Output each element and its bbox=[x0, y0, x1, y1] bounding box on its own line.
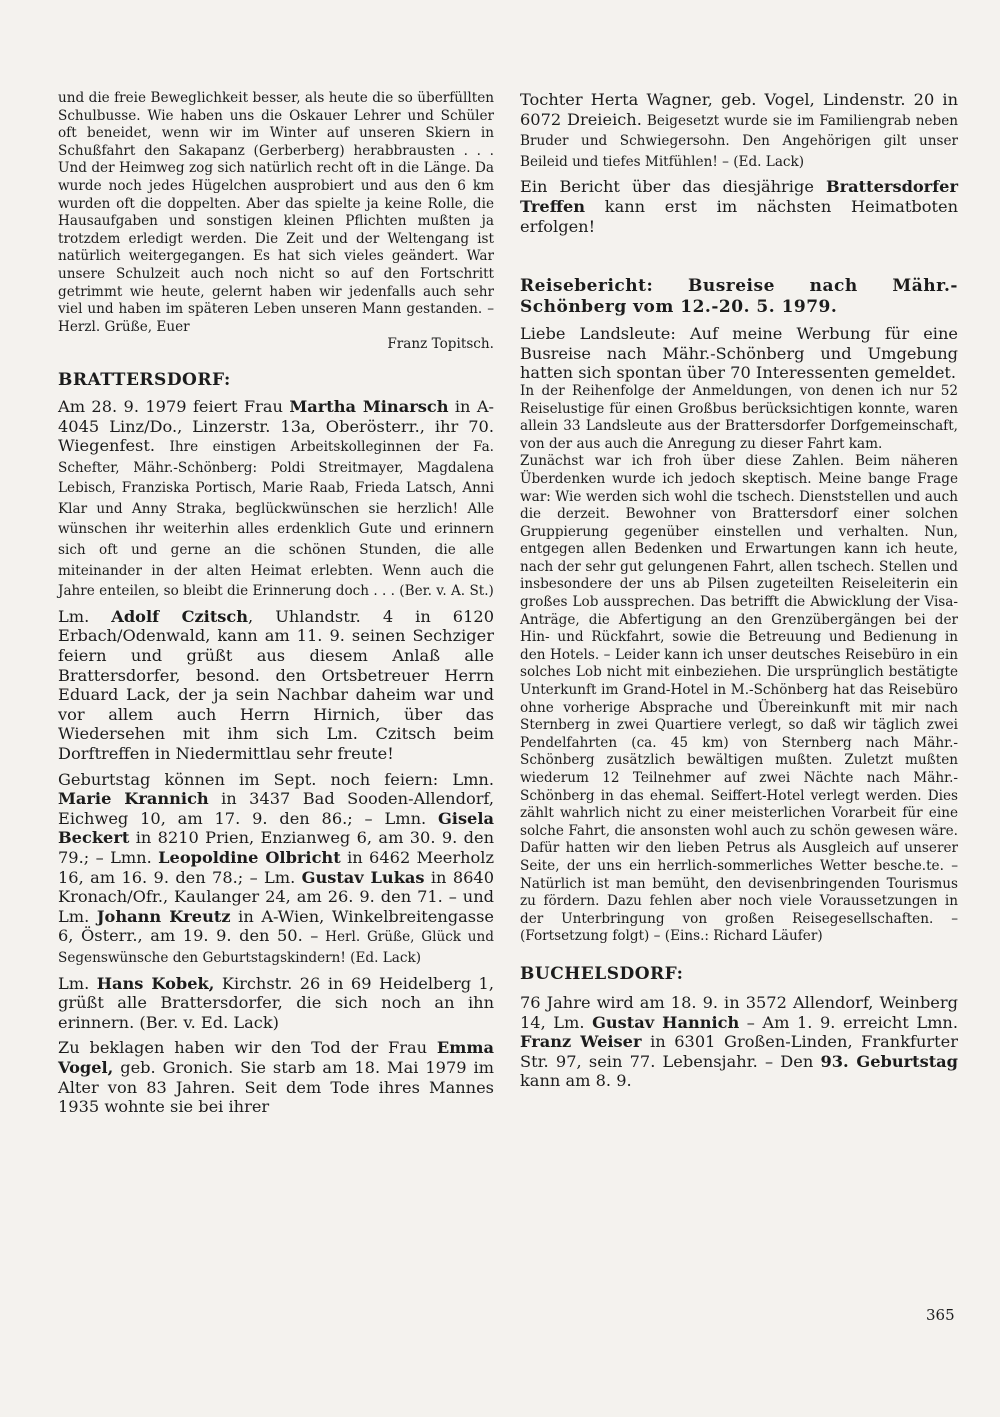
travel-report-paragraph-1: In der Reihenfolge der Anmeldungen, von denen ich nur 52 Reiselustige für einen Großbus berücksichtigen konnte, waren allein 33 Landsleute aus der Brattersdorfer Dorfgemeinschaft, von der aus auch die Anregung zu dieser Fahrt kam. bbox=[520, 382, 958, 452]
person-name: Emma Vogel, bbox=[58, 1038, 494, 1077]
travel-report-heading: Reisebericht: Busreise nach Mähr.-Schönberg vom 12.-20. 5. 1979. bbox=[520, 276, 958, 318]
travel-report-paragraph-2: Zunächst war ich froh über diese Zahlen. Beim näheren Überdenken wurde ich jedoch skeptisch. Meine bange Frage war: Wie werden sich wohl die tschech. Dienststellen und auch die derzeit. Bewohner von Brattersdorf einer solchen Gruppierung gegenüber einstellen und verhalten. Nun, entgegen allen Bedenken und Erwartungen kann ich heute, nach der sehr gut gelungenen Fahrt, allen tschech. Stellen und insbesondere der uns ab Pilsen zugeteilten Reiseleiterin ein großes Lob aussprechen. Das betrifft die Abwicklung der Visa-Anträge, die Abfertigung an den Grenzübergängen bei der Hin- und Rückfahrt, sowie die Betreuung und Bedienung in den Hotels. – Leider kann ich unser deutsches Reisebüro in ein solches Lob nicht mit einbeziehen. Die ursprünglich bestätigte Unterkunft im Grand-Hotel in M.-Schönberg hat das Reisebüro ohne vorherige Absprache und Übereinkunft mit mir nach Sternberg in zwei Quartiere verlegt, so daß wir täglich zwei Pendelfahrten (ca. 45 km) von Sternberg nach Mähr.-Schönberg zusätzlich bewältigen mußten. Zuletzt mußten wiederum 12 Teilnehmer auf zwei Nächte nach Mähr.-Schönberg in das ehemal. Seiffert-Hotel verlegt werden. Dies zählt wahrlich nicht zu einer meisterlichen Vorarbeit für eine solche Fahrt, die ansonsten wohl auch zu schön gewesen wäre. Dafür hatten wir den lieben Petrus als Ausgleich auf unserer Seite, der uns ein herrlich-sommerliches Wetter besche.te. – Natürlich ist man bemüht, den devisenbringenden Tourismus zu fördern. Dazu fehlen aber noch viele Voraussetzungen in der Unterbringung von großen Reisegesellschaften. – (Fortsetzung folgt) – (Eins.: Richard Läufer) bbox=[520, 453, 958, 945]
person-name: Martha Minarsch bbox=[289, 396, 449, 416]
person-name: Gisela Beckert bbox=[58, 808, 494, 848]
right-column bbox=[520, 90, 958, 1091]
left-column bbox=[58, 90, 494, 1117]
person-name: Gustav Lukas bbox=[301, 867, 425, 887]
person-name: Leopoldine Olbricht bbox=[158, 847, 341, 867]
vogel-continued-paragraph: Tochter Herta Wagner, geb. Vogel, Lindenstr. 20 in 6072 Dreieich. Beigesetzt wurde sie im Familiengrab neben Bruder und Schwiegersohn. Den Angehörigen gilt unser Beileid und tiefes Mitfühlen! – (Ed. Lack) bbox=[520, 90, 958, 170]
section-heading-brattersdorf: BRATTERSDORF: bbox=[58, 369, 231, 390]
birthday-highlight: 93. Geburtstag bbox=[820, 1051, 958, 1071]
czitsch-paragraph: Lm. Adolf Czitsch, Uhlandstr. 4 in 6120 Erbach/Odenwald, kann am 11. 9. seinen Sechziger feiern und grüßt aus diesem Anlaß alle Brattersdorfer, besond. den Ortsbetreuer Herrn Eduard Lack, der ja sein Nachbar daheim war und vor allem auch Herrn Hirnich, über das Wiedersehen mit ihm sich Lm. Czitsch beim Dorftreffen in Niedermittlau sehr freute! bbox=[58, 606, 494, 763]
person-name: Hans Kobek, bbox=[96, 973, 215, 993]
person-name: Johann Kreutz bbox=[96, 906, 231, 926]
signature: Franz Topitsch. bbox=[387, 336, 494, 353]
schooldays-paragraph: und die freie Beweglichkeit besser, als heute die so überfüllten Schulbusse. Wie haben uns die Oskauer Lehrer und Schüler oft beneidet, wenn wir im Winter auf unseren Skiern in Schußfahrt den Sakapanz (Gerberberg) herabbrausten . . . Und der Heimweg zog sich natürlich recht oft in die Länge. Da wurde noch jedes Hügelchen ausprobiert und aus den 6 km wurden oft die doppelten. Aber das spielte ja keine Rolle, die Hausaufgaben und sonstigen kleinen Pflichten mußten ja trotzdem erledigt werden. Die Zeit und der Weltengang ist natürlich weitergegangen. Es hat sich vieles geändert. War unsere Schulzeit auch noch nicht so auf den Fortschritt getrimmt wie heute, gelernt haben wir jedenfalls auch sehr viel und haben im späteren Leben unseren Mann gestanden. – Herzl. Grüße, Euer bbox=[58, 90, 494, 335]
person-name: Adolf Czitsch bbox=[111, 606, 249, 626]
event-name: Brattersdorfer Treffen bbox=[520, 177, 958, 216]
treffen-notice-paragraph: Ein Bericht über das diesjährige Brattersdorfer Treffen kann erst im nächsten Heimatboten erfolgen! bbox=[520, 177, 958, 236]
vogel-obituary-paragraph: Zu beklagen haben wir den Tod der Frau Emma Vogel, geb. Gronich. Sie starb am 18. Mai 1979 im Alter von 83 Jahren. Seit dem Tode ihres Mannes 1935 wohnte sie bei ihrer bbox=[58, 1038, 494, 1117]
person-name: Franz Weiser bbox=[520, 1032, 642, 1052]
page-number: 365 bbox=[926, 1306, 955, 1324]
travel-report-intro: Liebe Landsleute: Auf meine Werbung für eine Busreise nach Mähr.-Schönberg und Umgebung hatten sich spontan über 70 Interessenten gemeldet. bbox=[520, 324, 958, 383]
minarsch-paragraph: Am 28. 9. 1979 feiert Frau Martha Minarsch in A-4045 Linz/Do., Linzerstr. 13a, Oberösterr., ihr 70. Wiegenfest. Ihre einstigen Arbeitskolleginnen der Fa. Schefter, Mähr.-Schönberg: Poldi Streitmayer, Magdalena Lebisch, Franziska Portisch, Marie Raab, Frieda Latsch, Anni Klar und Anny Straka, beglückwünschen sie herzlich! Alle wünschen ihr weiterhin alles erdenklich Gute und erinnern sich oft und gerne an die schönen Stunden, die alle miteinander in der alten Heimat erlebten. Wenn auch die Jahre enteilen, so bleibt die Erinnerung doch . . . (Ber. v. A. St.) bbox=[58, 396, 494, 600]
kobek-paragraph: Lm. Hans Kobek, Kirchstr. 26 in 69 Heidelberg 1, grüßt alle Brattersdorfer, die sich noch an ihn erinnern. (Ber. v. Ed. Lack) bbox=[58, 973, 494, 1032]
birthdays-paragraph: Geburtstag können im Sept. noch feiern: Lmn. Marie Krannich in 3437 Bad Sooden-Allendorf, Eichweg 10, am 17. 9. den 86.; – Lmn. Gisela Beckert in 8210 Prien, Enzianweg 6, am 30. 9. den 79.; – Lmn. Leopoldine Olbricht in 6462 Meerholz 16, am 16. 9. den 78.; – Lm. Gustav Lukas in 8640 Kronach/Ofr., Kaulanger 24, am 26. 9. den 71. – und Lm. Johann Kreutz in A-Wien, Winkelbreitengasse 6, Österr., am 19. 9. den 50. – Herl. Grüße, Glück und Segenswünsche den Geburtstagskindern! (Ed. Lack) bbox=[58, 769, 495, 966]
section-heading-buchelsdorf: BUCHELSDORF: bbox=[520, 963, 684, 984]
buchelsdorf-paragraph: 76 Jahre wird am 18. 9. in 3572 Allendorf, Weinberg 14, Lm. Gustav Hannich – Am 1. 9. erreicht Lmn. Franz Weiser in 6301 Großen-Linden, Frankfurter Str. 97, sein 77. Lebensjahr. – Den 93. Geburtstag kann am 8. 9. bbox=[520, 992, 958, 1091]
person-name: Gustav Hannich bbox=[592, 1012, 740, 1032]
person-name: Marie Krannich bbox=[58, 789, 209, 809]
